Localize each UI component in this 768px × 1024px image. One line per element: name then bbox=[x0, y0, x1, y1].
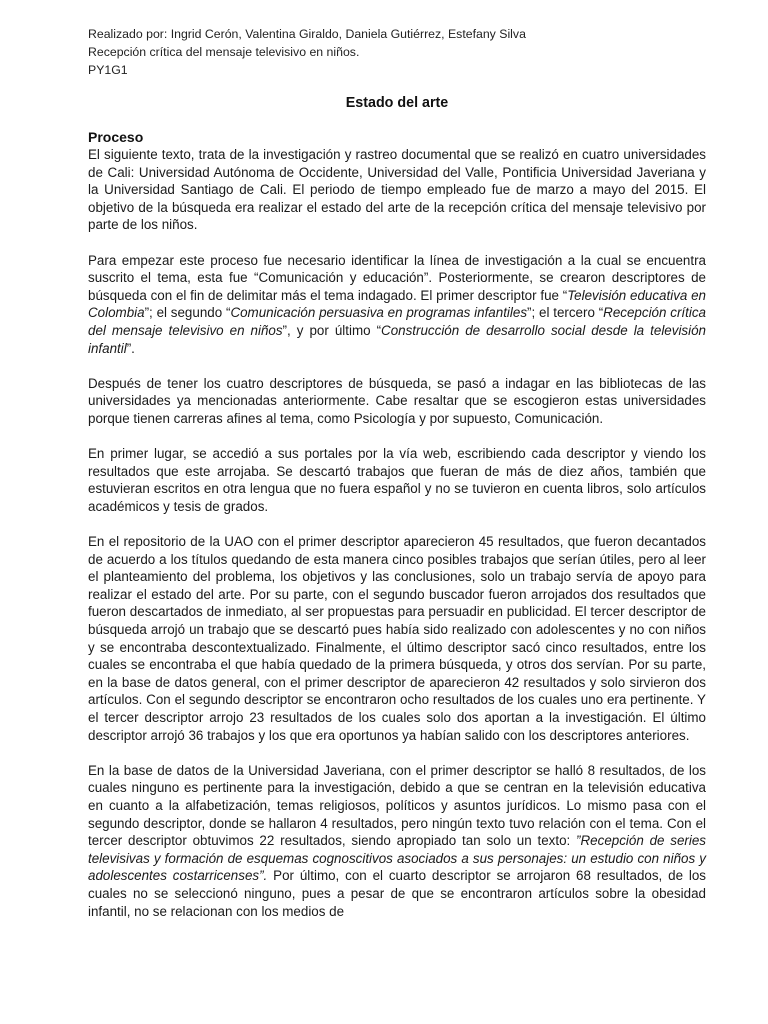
paragraph bbox=[88, 146, 706, 234]
header-authors: Realizado por: Ingrid Cerón, Valentina Giraldo, Daniela Gutiérrez, Estefany Silva bbox=[88, 27, 526, 41]
italic-text-run: Comunicación persuasiva en programas infantiles bbox=[230, 305, 528, 321]
text-run: En primer lugar, se accedió a sus portales por la vía web, escribiendo cada descriptor y viendo los resultados que este arrojaba. Se descartó trabajos que fueran de más de diez años, también que estuvieran escritos en otra lengua que no fuera español y no se tuvieron en cuenta libros, solo artículos académicos y tesis de grados. bbox=[88, 446, 706, 514]
document-title: Estado del arte bbox=[345, 95, 449, 111]
text-run: Para empezar este proceso fue necesario identificar la línea de investigación a la cual se encuentra suscrito el tema, esta fue “Comunicación y educación”. Posteriormente, se crearon descriptores de búsqueda con el fin de delimitar más el tema indagado. El primer descriptor fue “ bbox=[88, 252, 706, 303]
paragraph bbox=[88, 445, 706, 515]
text-run: ”; el segundo “ bbox=[144, 305, 231, 321]
paragraph bbox=[88, 533, 706, 744]
text-run: ”; el tercero “ bbox=[527, 305, 604, 321]
paragraph bbox=[88, 375, 706, 428]
header-topic: Recepción crítica del mensaje televisivo en niños. bbox=[88, 45, 360, 59]
text-run: ”. bbox=[126, 340, 135, 356]
paragraph bbox=[88, 762, 706, 920]
italic-text-run: Recepción crítica del mensaje televisivo en niños bbox=[88, 305, 706, 338]
text-run: ”, y por último “ bbox=[282, 322, 382, 338]
text-run: En la base de datos de la Universidad Javeriana, con el primer descriptor se halló 8 resultados, de los cuales ninguno es pertinente para la investigación, debido a que se centran en la televisión educativa en cuanto a la alfabetización, temas religiosos, políticos y asuntos jurídicos. Lo mismo pasa con el segundo descriptor, donde se hallaron 4 resultados, pero ningún texto tuvo relación con el tema. Con el tercer descriptor obtuvimos 22 resultados, siendo apropiado tan solo un texto: bbox=[88, 762, 706, 849]
section-heading: Proceso bbox=[88, 129, 144, 145]
text-run: En el repositorio de la UAO con el primer descriptor aparecieron 45 resultados, que fueron decantados de acuerdo a los títulos quedando de esta manera cinco posibles trabajos que serían útiles, pero al leer el planteamiento del problema, los objetivos y las conclusiones, solo un trabajo servía de apoyo para realizar el estado del arte. Por su parte, con el segundo buscador fueron arrojados dos resultados que fueron descartados de inmediato, al ser propuestas para persuadir en publicidad. El tercer descriptor de búsqueda arrojó un trabajo que se descartó pues había sido realizado con adolescentes y no con niños y se encontraba descontextualizado. Finalmente, el último descriptor sacó cinco resultados, entre los cuales se encontraba el que había quedado de la primera búsqueda, y otros dos servían. Por su parte, en la base de datos general, con el primer descriptor de aparecieron 42 resultados y solo sirvieron dos artículos. Con el segundo descriptor se encontraron ocho resultados de los cuales uno era pertinente. Y el tercer descriptor arrojo 23 resultados de los cuales solo dos aportan a la investigación. El último descriptor arrojó 36 trabajos y los que era oportunos ya habían salido con los descriptores anteriores. bbox=[88, 534, 706, 743]
text-run: Por último, con el cuarto descriptor se arrojaron 68 resultados, de los cuales no se seleccionó ninguno, pues a pesar de que se encontraron artículos sobre la obesidad infantil, no se relacionan con los medios de bbox=[88, 868, 706, 919]
header-code: PY1G1 bbox=[88, 63, 128, 77]
text-run: Después de tener los cuatro descriptores de búsqueda, se pasó a indagar en las bibliotecas de las universidades ya mencionadas anteriormente. Cabe resaltar que se escogieron estas universidades porque tienen carreras afines al tema, como Psicología y por supuesto, Comunicación. bbox=[88, 375, 706, 426]
paragraph bbox=[88, 252, 706, 358]
italic-text-run: Construcción de desarrollo social desde la televisión infantil bbox=[88, 322, 706, 356]
document-body bbox=[88, 146, 706, 920]
italic-text-run: Televisión educativa en Colombia bbox=[88, 287, 707, 321]
italic-text-run: ”Recepción de series televisivas y formación de esquemas cognoscitivos asociados a sus personajes: un estudio con niños y adolescentes costarricenses”. bbox=[88, 833, 706, 884]
text-run: El siguiente texto, trata de la investigación y rastreo documental que se realizó en cuatro universidades de Cali: Universidad Autónoma de Occidente, Universidad del Valle, Pontificia Universidad Javeriana y la Universidad Santiago de Cali. El periodo de tiempo empleado fue de marzo a mayo del 2015. El objetivo de la búsqueda era realizar el estado del arte de la recepción crítica del mensaje televisivo por parte de los niños. bbox=[88, 147, 706, 233]
